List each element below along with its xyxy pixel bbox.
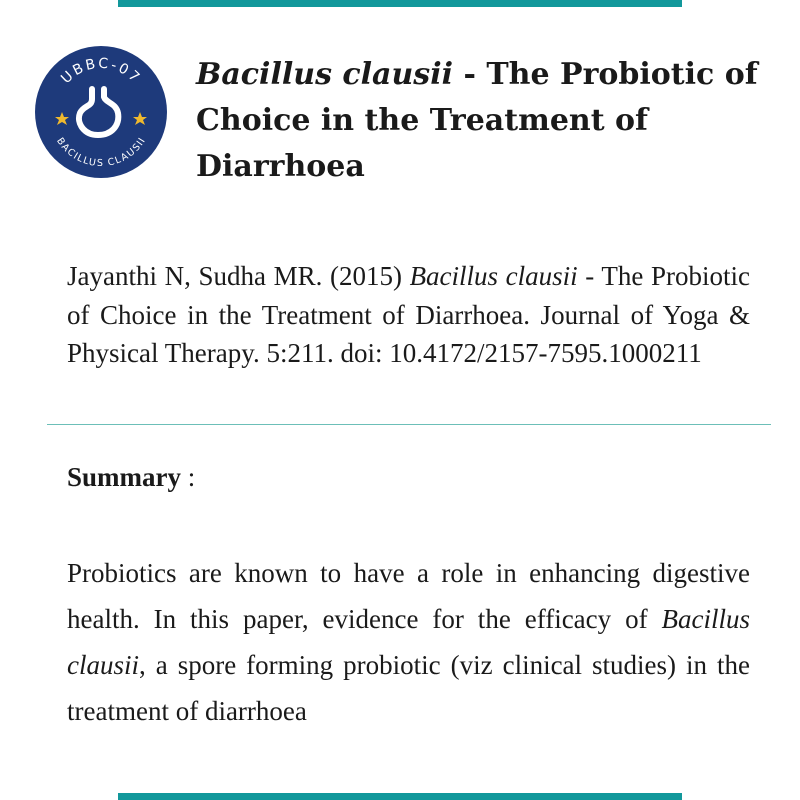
summary-text <box>67 550 750 734</box>
summary-heading <box>67 462 195 493</box>
title-species: Bacillus clausii <box>196 57 453 92</box>
summary-species: Bacillus clausii <box>67 604 750 680</box>
top-accent-bar <box>118 0 682 7</box>
logo-top-text: UBBC-07 <box>58 55 144 88</box>
citation-authors: Jayanthi N, Sudha MR. (2015) <box>67 261 410 291</box>
title-rest: - The Probiotic of Choice in the Treatment of Diarrhoea <box>196 57 758 184</box>
summary-text-after: , a spore forming probiotic (viz clinical studies) in the treatment of diarrhoea <box>67 650 750 726</box>
logo-badge <box>32 43 170 181</box>
bottom-accent-bar <box>118 793 682 800</box>
summary-text-before: Probiotics are known to have a role in enhancing digestive health. In this paper, evidence for the efficacy of <box>67 558 750 634</box>
citation-rest: - The Probiotic of Choice in the Treatment of Diarrhoea. Journal of Yoga & Physical Therapy. 5:211. doi: 10.4172/2157-7595.1000211 <box>67 261 750 368</box>
summary-heading-label: Summary <box>67 462 181 492</box>
citation <box>67 257 750 373</box>
citation-species: Bacillus clausii <box>409 261 578 291</box>
logo-bottom-text: BACILLUS CLAUSII <box>53 136 149 170</box>
article-title <box>196 52 766 190</box>
section-divider <box>47 424 771 425</box>
summary-heading-suffix: : <box>181 462 196 492</box>
